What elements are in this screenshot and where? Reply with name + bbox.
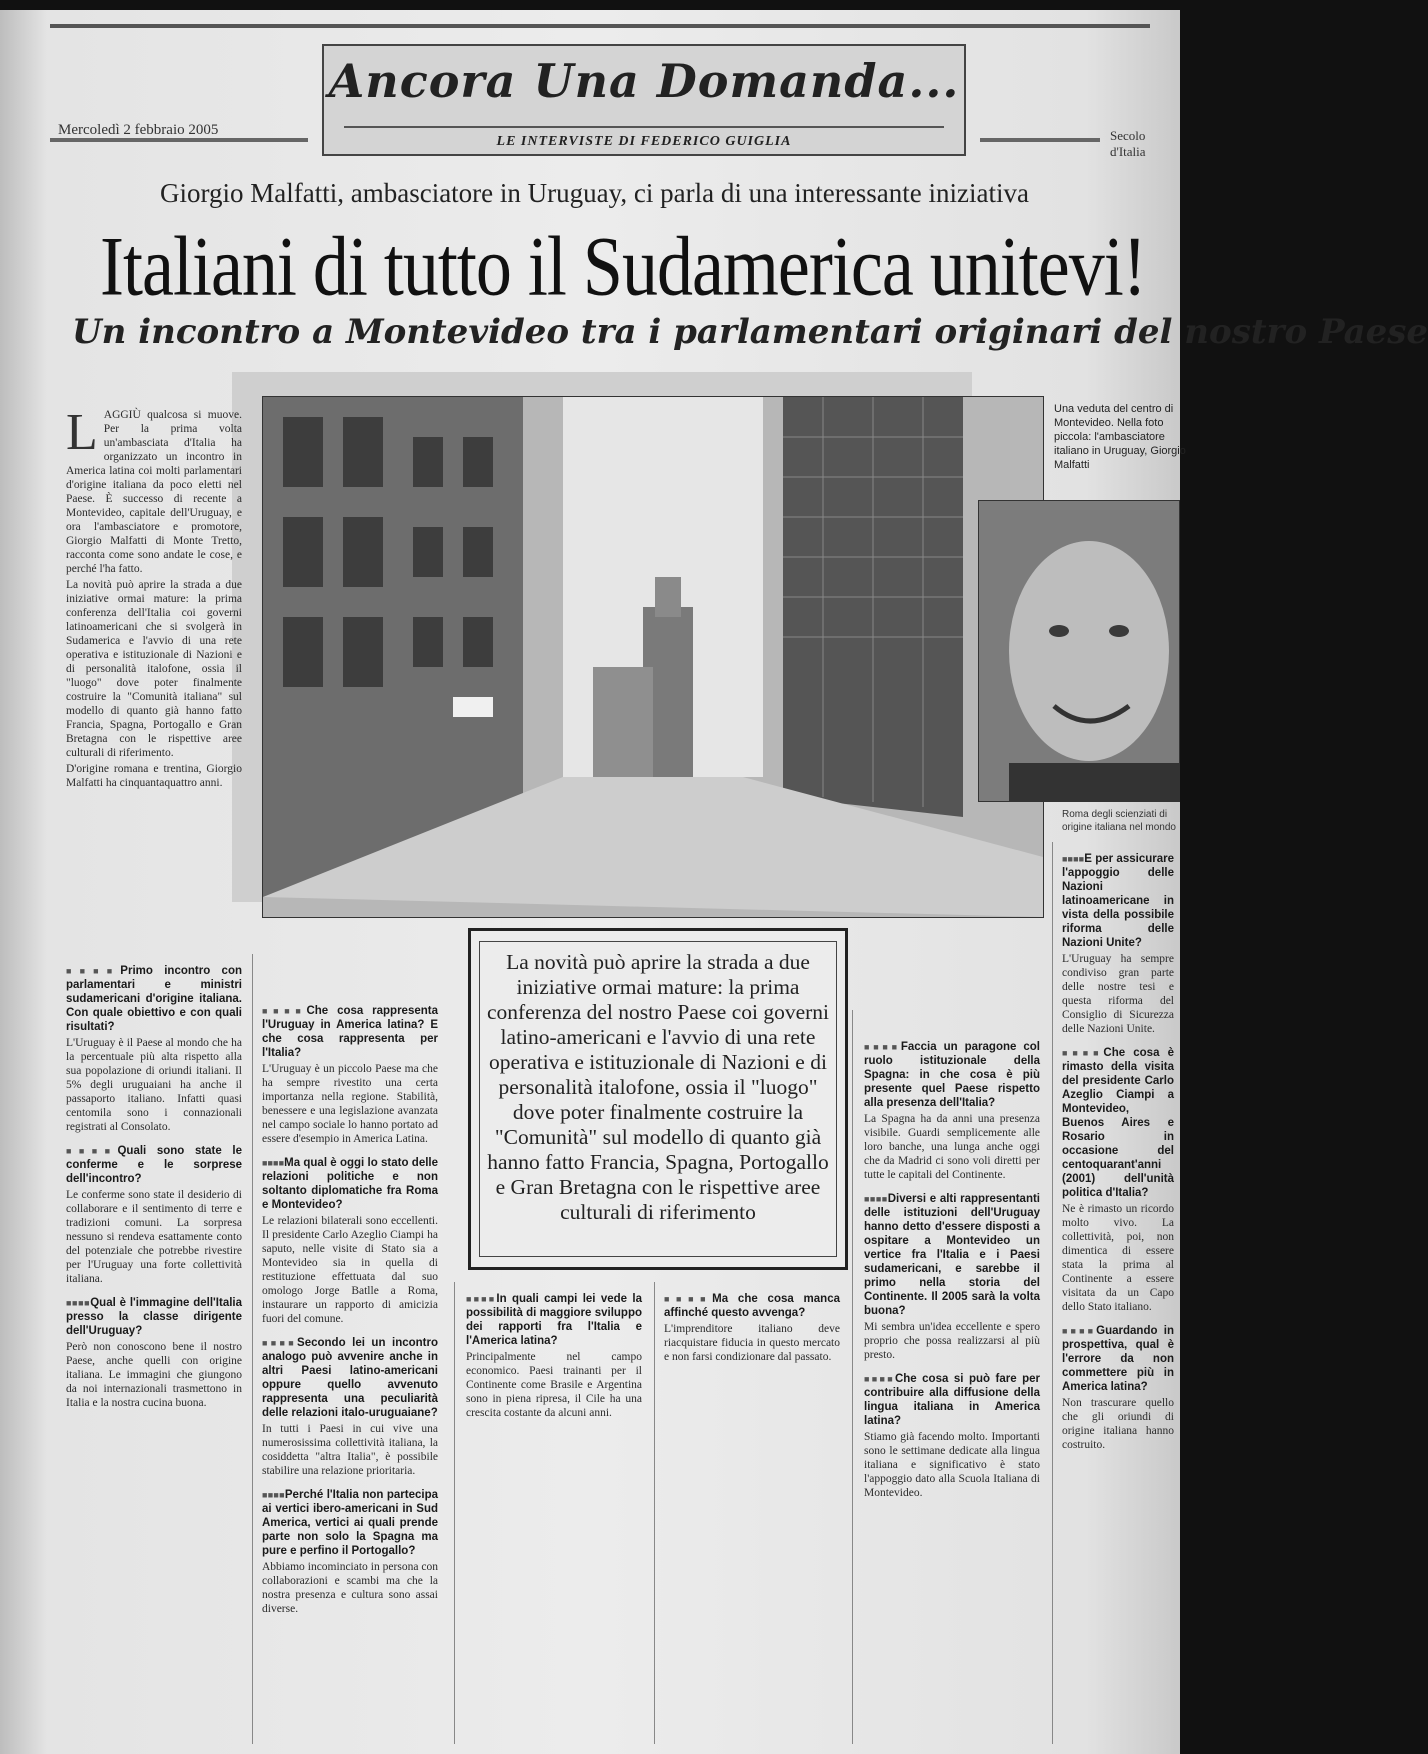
column-byline: LE INTERVISTE DI FEDERICO GUIGLIA (496, 134, 792, 149)
column-divider (654, 1282, 655, 1744)
paper-name: Secolo d'Italia (1110, 128, 1146, 159)
question-9: ■■■■ Ma che cosa manca affinché questo avvenga? (664, 1292, 840, 1320)
answer-1: L'Uruguay è il Paese al mondo che ha la percentuale più alta rispetto alla sua popolazione di oriundi italiani. Il 5% degli uruguaiani ha anche il passaporto italiano. Infatti quasi centomila sono i connazionali registrati al Consolato. (66, 1037, 242, 1133)
question-13: ■■■■ E per assicurare l'appoggio delle Nazioni latinoamericane in vista della possibile riforma delle Nazioni Unite? (1062, 852, 1174, 950)
subheadline: Un incontro a Montevideo tra i parlamentari originari del nostro Paese (72, 312, 1428, 352)
question-8: ■■■■ In quali campi lei vede la possibilità di maggiore sviluppo dei rapporti fra l'Italia e l'America latina? (466, 1292, 642, 1348)
answer-3: Però non conoscono bene il nostro Paese, anche quelli con origine italiana. Le immagini che giungono da noi internazionali trasmettono in Italia e la nostra cucina buona. (66, 1341, 242, 1409)
question-1: ■■■■ Primo incontro con parlamentari e ministri sudamericani d'origine italiana. Con quale obiettivo e con quali risultati? (66, 964, 242, 1034)
article-intro (66, 404, 242, 792)
column-title: Ancora Una Domanda... (328, 54, 960, 108)
column-masthead (322, 44, 966, 156)
answer-10: La Spagna ha da anni una presenza visibile. Guardi semplicemente alle loro banche, una lunga anche oggi che da Madrid ci sono voli diretti per tutte le capitali del Continente. (864, 1113, 1040, 1181)
answer-8: Principalmente nel campo economico. Paesi trainanti per il Continente come Brasile e Argentina sono in piena ripresa, il Cile ha una crescita costante da alcuni anni. (466, 1351, 642, 1419)
question-4: ■■■■ Che cosa rappresenta l'Uruguay in America latina? E che cosa rappresenta per l'Italia? (262, 1004, 438, 1060)
answer-12: Stiamo già facendo molto. Importanti sono le settimane dedicate alla lingua italiana e significativo è stato l'appoggio dato alla Scuola Italiana di Montevideo. (864, 1431, 1040, 1499)
intro-paragraph-1: AGGIÙ qualcosa si muove. Per la prima volta un'ambasciata d'Italia ha organizzato un incontro in America latina coi molti parlamentari d'origine italiana da poco eletti nel Paese. È successo di recente a Montevideo, capitale dell'Uruguay, e ora l'ambasciatore e promotore, Giorgio Malfatti di Monte Tretto, racconta come sono andate le cose, e perché l'ha fatto. (66, 409, 242, 575)
top-rule (50, 24, 1150, 28)
question-5: ■■■■ Ma qual è oggi lo stato delle relazioni politiche e non soltanto diplomatiche fra Roma e Montevideo? (262, 1156, 438, 1212)
question-11: ■■■■ Diversi e alti rappresentanti delle istituzioni dell'Uruguay hanno detto d'essere disposti a ospitare a Montevideo un vertice fra l'Italia e i Paesi sudamericani, e sarebbe il primo nella storia del Continente. Il 2005 sarà la volta buona? (864, 1192, 1040, 1318)
article-column-3 (466, 1282, 642, 1422)
answer-2: Le conferme sono state il desiderio di collaborare e il sentimento di terre e tradizioni comuni. La sorpresa nessuno si rendeva esattamente conto del potenziale che potrebbe rivestire per l'Uruguay una forte collettività italiana. (66, 1189, 242, 1285)
column-divider (454, 1282, 455, 1744)
article-column-1 (66, 954, 242, 1412)
question-2: ■■■■ Quali sono state le conferme e le sorprese dell'incontro? (66, 1144, 242, 1186)
side-caption: Roma degli scienziati di origine italiana nel mondo (1062, 809, 1176, 833)
intro-paragraph-3: D'origine romana e trentina, Giorgio Malfatti ha cinquantaquattro anni. (66, 763, 242, 789)
intro-paragraph-2: La novità può aprire la strada a due iniziative ormai mature: la prima conferenza dell'Italia coi governi latinoamericani che si svolgerà in Sudamerica e l'avvio di una rete operativa e istituzionale di Nazioni e di personalità italofone, ossia il "luogo" dove poter finalmente costruire la "Comunità italiana" sul modello di quanto già hanno fatto Francia, Spagna, Portogallo e Gran Bretagna con le rispettive aree culturali di riferimento. (66, 579, 242, 759)
answer-5: Le relazioni bilaterali sono eccellenti. Il presidente Carlo Azeglio Ciampi ha saputo, nelle visite di Stato sia a Montevideo sia in quella di restituzione effettuata dal suo omologo Jorge Batlle a Roma, instaurare un rapporto di amicizia fuori del comune. (262, 1215, 438, 1325)
right-rule (980, 138, 1100, 142)
drop-cap: L (66, 404, 98, 461)
pull-quote (468, 928, 848, 1270)
column-divider (852, 1010, 853, 1744)
answer-9: L'imprenditore italiano deve riacquistare fiducia in questo mercato e non farsi condizionare dal passato. (664, 1323, 840, 1363)
column-divider (252, 954, 253, 1744)
article-column-4 (664, 1282, 840, 1366)
column-divider (1052, 842, 1053, 1744)
answer-13: L'Uruguay ha sempre condiviso gran parte delle nostre tesi e questa riforma del Consiglio di Sicurezza delle Nazioni Unite. (1062, 953, 1174, 1035)
article-column-6 (1062, 842, 1174, 1454)
headline: Italiani di tutto il Sudamerica unitevi! (100, 219, 1146, 314)
kicker: Giorgio Malfatti, ambasciatore in Uruguay, ci parla di una interessante iniziativa (160, 178, 1029, 208)
answer-14: Ne è rimasto un ricordo molto vivo. La collettività, poi, non dimentica di essere stata la prima al Continente a essere visitata da un Capo dello Stato italiano. (1062, 1203, 1174, 1313)
question-15: ■■■■ Guardando in prospettiva, qual è l'errore da non commettere più in America latina? (1062, 1324, 1174, 1394)
question-12: ■■■■ Che cosa si può fare per contribuire alla diffusione della lingua italiana in America latina? (864, 1372, 1040, 1428)
answer-6: In tutti i Paesi in cui vive una numerosissima collettività italiana, la cosiddetta "altra Italia", è possibile stabilire una relazione prioritaria. (262, 1423, 438, 1477)
question-7: ■■■■ Perché l'Italia non partecipa ai vertici ibero-americani in Sud America, vertici ai quali prende parte non solo la Spagna ma pure e perfino il Portogallo? (262, 1488, 438, 1558)
question-14: ■■■■ Che cosa è rimasto della visita del presidente Carlo Azeglio Ciampi a Montevideo, Buenos Aires e Rosario in occasione del centoquarant'anni (2001) dell'unità politica d'Italia? (1062, 1046, 1174, 1200)
answer-15: Non trascurare quello che gli oriundi di origine italiana hanno costruito. (1062, 1397, 1174, 1451)
answer-4: L'Uruguay è un piccolo Paese ma che ha sempre rivestito una certa importanza nella regione. Stabilità, benessere e una legislazione avanzata nel campo sociale lo hanno portato ad essere d'esempio in America Latina. (262, 1063, 438, 1145)
question-3: ■■■■ Qual è l'immagine dell'Italia presso la classe dirigente dell'Uruguay? (66, 1296, 242, 1338)
newspaper-page (0, 10, 1428, 1754)
masthead-divider (344, 126, 944, 128)
question-6: ■■■■ Secondo lei un incontro analogo può avvenire anche in altri Paesi latino-americani oppure quello avvenuto rappresenta una peculiarità delle relazioni italo-uruguaiane? (262, 1336, 438, 1420)
photo-caption: Una veduta del centro di Montevideo. Nella foto piccola: l'ambasciatore italiano in Uruguay, Giorgio Malfatti (1054, 403, 1186, 471)
answer-11: Mi sembra un'idea eccellente e spero proprio che possa realizzarsi al più presto. (864, 1321, 1040, 1361)
montevideo-street-photo (262, 396, 1044, 918)
pull-quote-text: La novità può aprire la strada a due iniziative ormai mature: la prima conferenza del nostro Paese coi governi latino-americani e l'avvio di una rete operativa e istituzionale di Nazioni e di personalità italofone, ossia il "luogo" dove poter finalmente costruire la "Comunità" sul modello di quanto già hanno fatto Francia, Spagna, Portogallo e Gran Bretagna con le rispettive aree culturali di riferimento (479, 941, 837, 1257)
ambassador-portrait (978, 500, 1180, 802)
article-column-5 (864, 1030, 1040, 1502)
article-column-2 (262, 994, 438, 1618)
issue-date: Mercoledì 2 febbraio 2005 (58, 122, 219, 138)
answer-7: Abbiamo incominciato in persona con collaborazioni e scambi ma che la nostra presenza e cultura sono assai diverse. (262, 1561, 438, 1615)
question-10: ■■■■ Faccia un paragone col ruolo istituzionale della Spagna: in che cosa è più presente quel Paese rispetto alla presenza dell'Italia? (864, 1040, 1040, 1110)
